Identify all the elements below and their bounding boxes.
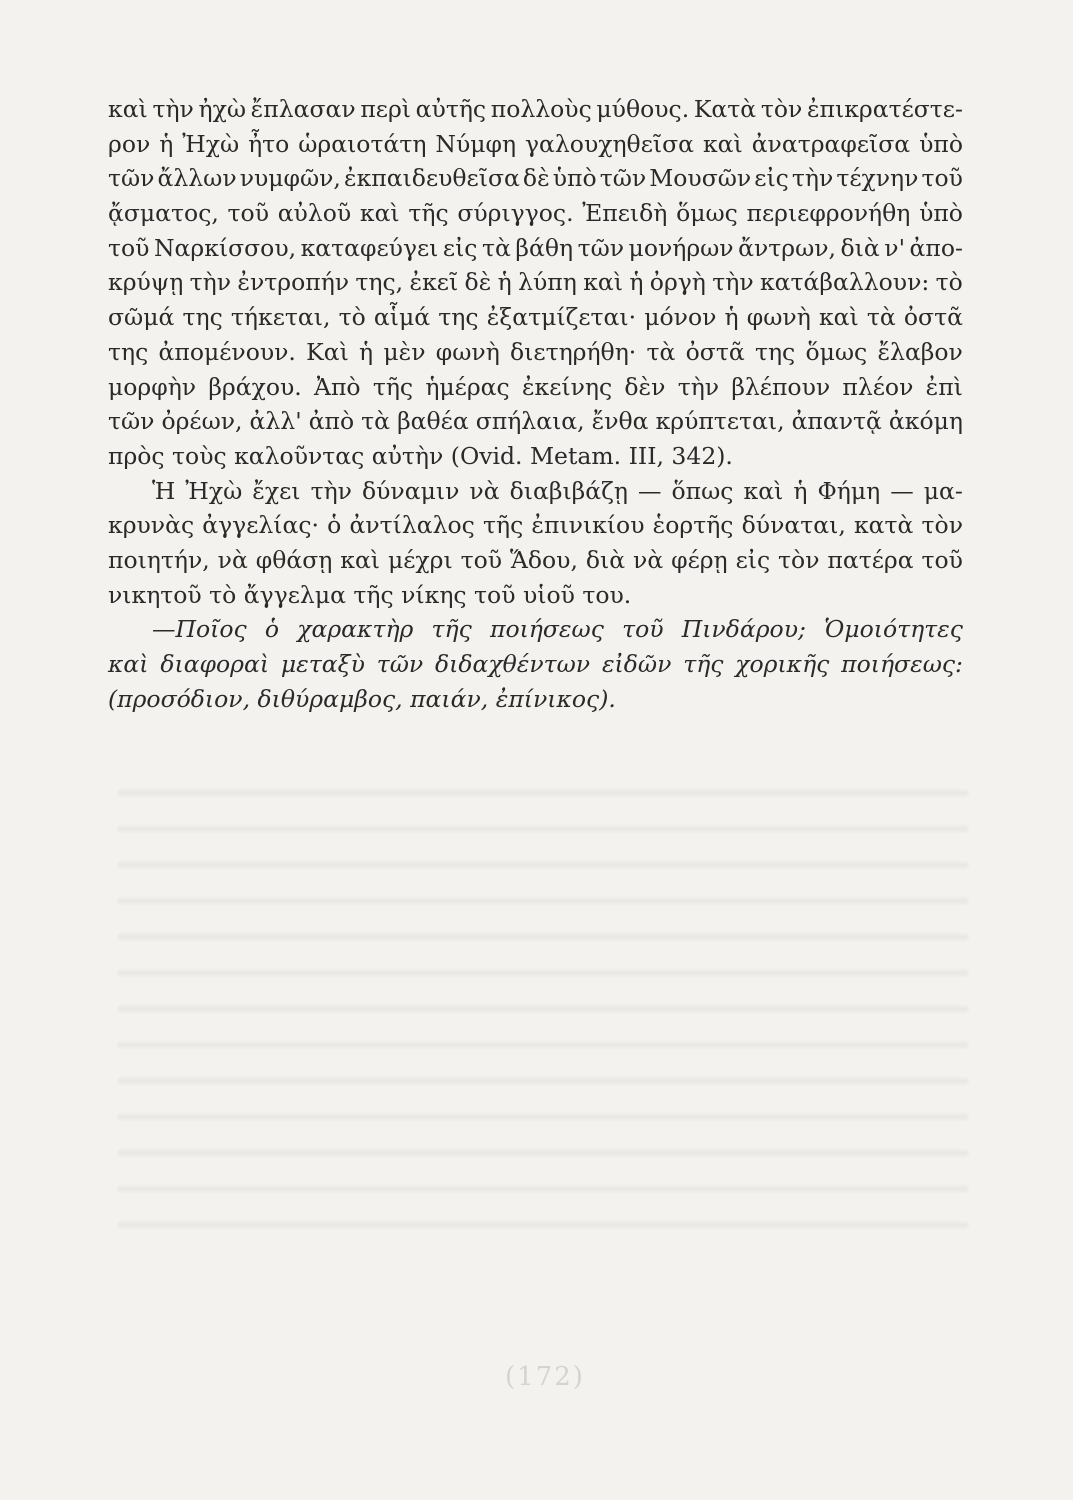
word: νυμφῶν, [239, 164, 341, 193]
word: Νύμφη [435, 129, 517, 158]
word: ἡ [793, 476, 808, 505]
word: βλέπουν [731, 372, 831, 401]
word: ἔλαβον [877, 337, 963, 366]
word: ἐπινικίου [531, 511, 645, 540]
word: μόνον [644, 303, 717, 332]
word: εἰδῶν [601, 650, 672, 678]
word: εἰς [754, 164, 789, 193]
word: φωνὴ [435, 337, 500, 366]
word: ἐπὶ [925, 372, 963, 401]
word: διδαχθέντων [434, 650, 591, 678]
word: κρύπτεται, [655, 407, 785, 436]
word: ὀστᾶ [685, 337, 745, 366]
word: Κατὰ [693, 95, 757, 123]
word: Ἠχὼ [182, 129, 240, 158]
text-line-12 [108, 474, 963, 509]
word: τῆς [372, 372, 414, 401]
word: ποιήσεως [490, 615, 604, 644]
word: Ὁμοιότητες [824, 615, 963, 644]
page-number-show-through: (172) [505, 1362, 585, 1392]
word: μορφὴν [108, 372, 197, 401]
word: ἦτο [248, 129, 290, 158]
word: διαφοραὶ [160, 650, 270, 678]
word: τήκεται, [230, 303, 331, 332]
word: τὴν [677, 372, 720, 401]
word: διαβιβάζῃ [509, 476, 628, 505]
word: περὶ [360, 95, 411, 123]
word: ποιήσεως: [841, 650, 963, 678]
word: τῶν [376, 650, 424, 678]
word: — [637, 476, 662, 505]
word: σύριγγος. [457, 199, 574, 228]
word: τὸ [338, 303, 366, 332]
word: γαλουχηθεῖσα [524, 129, 694, 158]
word: ὑπὸ [919, 129, 963, 158]
word: ἔπλασαν [250, 95, 356, 123]
word: Μουσῶν [649, 164, 752, 193]
word: καὶ [359, 199, 400, 228]
word: ἡ [159, 129, 174, 158]
word: Ἀπὸ [313, 372, 361, 401]
word: τοῦ [460, 545, 503, 574]
word: μὲν [383, 337, 426, 366]
word: διὰ [840, 233, 880, 262]
word: τὴν [189, 268, 232, 297]
word: ὀργὴ [649, 268, 706, 297]
question-line-1 [108, 612, 963, 647]
word: ὁ [264, 615, 280, 644]
word: περιεφρονήθη [746, 199, 911, 228]
word: ἀπομένουν. [158, 337, 296, 366]
word: σπήλαια, [475, 407, 585, 436]
word: ἀπο- [909, 233, 963, 262]
word: ἀντίλαλος [349, 511, 475, 540]
word: ἐξατμίζεται· [486, 303, 637, 332]
word: πατέρα [827, 545, 914, 574]
word: ἀπαντᾷ [791, 407, 882, 436]
text-line-14 [108, 543, 963, 578]
word: εἰς [735, 545, 771, 574]
word: ἡ [359, 337, 374, 366]
word: ἡμέρας [425, 372, 510, 401]
word: διὰ [585, 545, 626, 574]
word: φωνὴ [746, 303, 811, 332]
word: τοῦ [921, 164, 963, 193]
word: λύπη [518, 268, 577, 297]
word: δὲ [522, 164, 550, 193]
word: τῶν [599, 164, 647, 193]
word: ν' [884, 233, 906, 262]
text-line-1 [108, 92, 963, 127]
word: μεταξὺ [280, 650, 365, 678]
word: ἡ [629, 268, 644, 297]
question-line-2 [108, 647, 963, 682]
word: κατάβαλλουν: [759, 268, 930, 297]
word: Ἠχὼ [185, 476, 243, 505]
word: Καὶ [306, 337, 349, 366]
word: νὰ [633, 545, 664, 574]
word: ποιητήν, [108, 545, 210, 574]
word: ἐκεῖ [409, 268, 459, 297]
word: τὴν [791, 164, 834, 193]
word: τοῦ [921, 545, 963, 574]
word: της [438, 303, 479, 332]
word: ρον [108, 129, 151, 158]
text-line-15: νικητοῦ τὸ ἄγγελμα τῆς νίκης τοῦ υἱοῦ του. [108, 580, 632, 609]
word: τοῦ [108, 233, 150, 262]
word: τῆς [431, 615, 472, 644]
word: τῆς [683, 650, 724, 678]
word: κατὰ [853, 511, 914, 540]
text-line-9 [108, 370, 963, 405]
word: ἐπικρατέστε- [806, 95, 963, 123]
word: ὑπὸ [919, 199, 963, 228]
word: μύθους. [596, 95, 690, 123]
word: της [754, 337, 796, 366]
text-line-11: πρὸς τοὺς καλοῦντας αὐτὴν (Ovid. Metam. III, 342). [108, 441, 733, 470]
word: βαθέα [397, 407, 469, 436]
word: βράχου. [208, 372, 302, 401]
word: ἄντρων, [738, 233, 837, 262]
word: αἷμά [373, 303, 431, 332]
word: ὀρέων, [161, 407, 243, 436]
word: τὸν [921, 511, 963, 540]
word: καὶ [743, 476, 784, 505]
word: της, [355, 268, 404, 297]
word: νὰ [469, 476, 500, 505]
word: τὰ [361, 407, 391, 436]
text-line-3 [108, 161, 963, 196]
word: δύναται, [741, 511, 846, 540]
word: ἐκείνης [521, 372, 613, 401]
word: δὲ [464, 268, 492, 297]
text-line-2 [108, 127, 963, 162]
question-line-3: (προσόδιον, διθύραμβος, παιάν, ἐπίνικος). [108, 684, 616, 713]
word: ὁ [327, 511, 342, 540]
text-line-4 [108, 196, 963, 231]
word: ὅμως [676, 199, 738, 228]
word: καὶ [108, 95, 148, 123]
word: τῆς [408, 199, 449, 228]
text-line-6 [108, 265, 963, 300]
word: ἔχει [252, 476, 301, 505]
word: ᾄσματος, [108, 199, 219, 228]
show-through-text [118, 770, 968, 1250]
text-line-13 [108, 508, 963, 543]
word: Φήμη [817, 476, 881, 505]
word: τῆς [482, 511, 524, 540]
word: μονήρων [628, 233, 734, 262]
word: καὶ [340, 545, 381, 574]
word: πλέον [842, 372, 914, 401]
word: καὶ [583, 268, 623, 297]
word: καὶ [818, 303, 859, 332]
word: χορικῆς [735, 650, 830, 678]
word: αὐτῆς [415, 95, 487, 123]
word: φθάσῃ [255, 545, 333, 574]
word: ἀγγελίας· [202, 511, 320, 540]
word: ὅπως [671, 476, 734, 505]
word: ἐντροπήν [237, 268, 350, 297]
word: πολλοὺς [490, 95, 592, 123]
text-line-8 [108, 335, 963, 370]
word: καταφεύγει [300, 233, 439, 262]
word: τῶν [108, 407, 155, 436]
text-line-7 [108, 300, 963, 335]
word: καὶ [702, 129, 743, 158]
word: τοῦ [622, 615, 664, 644]
word: ὅμως [805, 337, 868, 366]
word: ἀκόμη [888, 407, 963, 436]
word: τὸν [760, 95, 803, 123]
word: αὐλοῦ [277, 199, 352, 228]
word: κρύψῃ [108, 268, 184, 297]
word: ὑπὸ [552, 164, 597, 193]
word: τὴν [310, 476, 352, 505]
word: τὴν [152, 95, 194, 123]
word: Ἡ [152, 476, 176, 505]
text-line-5 [108, 231, 963, 266]
word: της [182, 303, 223, 332]
word: —Ποῖος [152, 615, 247, 644]
word: της [108, 337, 149, 366]
word: δύναμιν [362, 476, 460, 505]
word: Ναρκίσσου, [153, 233, 297, 262]
word: ἀνατραφεῖσα [751, 129, 911, 158]
word: ἑορτῆς [652, 511, 734, 540]
body-text [108, 92, 963, 716]
word: ὀστᾶ [903, 303, 963, 332]
word: τὰ [866, 303, 896, 332]
word: χαρακτὴρ [297, 615, 414, 644]
word: — [890, 476, 914, 505]
word: ἡ [497, 268, 512, 297]
word: εἰς [442, 233, 478, 262]
word: ἀλλ' [249, 407, 302, 436]
word: τέχνην [836, 164, 919, 193]
word: ὡραιοτάτη [298, 129, 427, 158]
word: τὰ [646, 337, 676, 366]
word: φέρῃ [671, 545, 728, 574]
word: διετηρήθη· [510, 337, 637, 366]
word: ἡ [724, 303, 739, 332]
word: τὴν [712, 268, 754, 297]
word: ἄλλων [157, 164, 237, 193]
word: βάθη [515, 233, 574, 262]
word: ἠχὼ [198, 95, 246, 123]
word: σῶμά [108, 303, 175, 332]
word: καὶ [108, 650, 149, 678]
word: μέχρι [387, 545, 453, 574]
word: δὲν [624, 372, 666, 401]
word: τῶν [577, 233, 625, 262]
text-line-10 [108, 404, 963, 439]
word: ἐκπαιδευθεῖσα [343, 164, 520, 193]
word: Πινδάρου; [681, 615, 806, 644]
word: τὸν [778, 545, 820, 574]
word: Ἐπειδὴ [582, 199, 668, 228]
word: τῶν [108, 164, 155, 193]
word: ἔνθα [591, 407, 649, 436]
word: ἀπὸ [308, 407, 355, 436]
word: τὰ [481, 233, 511, 262]
word: τὸ [935, 268, 963, 297]
word: νὰ [217, 545, 248, 574]
word: κρυνὰς [108, 511, 195, 540]
word: Ἅδου, [509, 545, 578, 574]
word: μα- [923, 476, 963, 505]
word: τοῦ [227, 199, 269, 228]
